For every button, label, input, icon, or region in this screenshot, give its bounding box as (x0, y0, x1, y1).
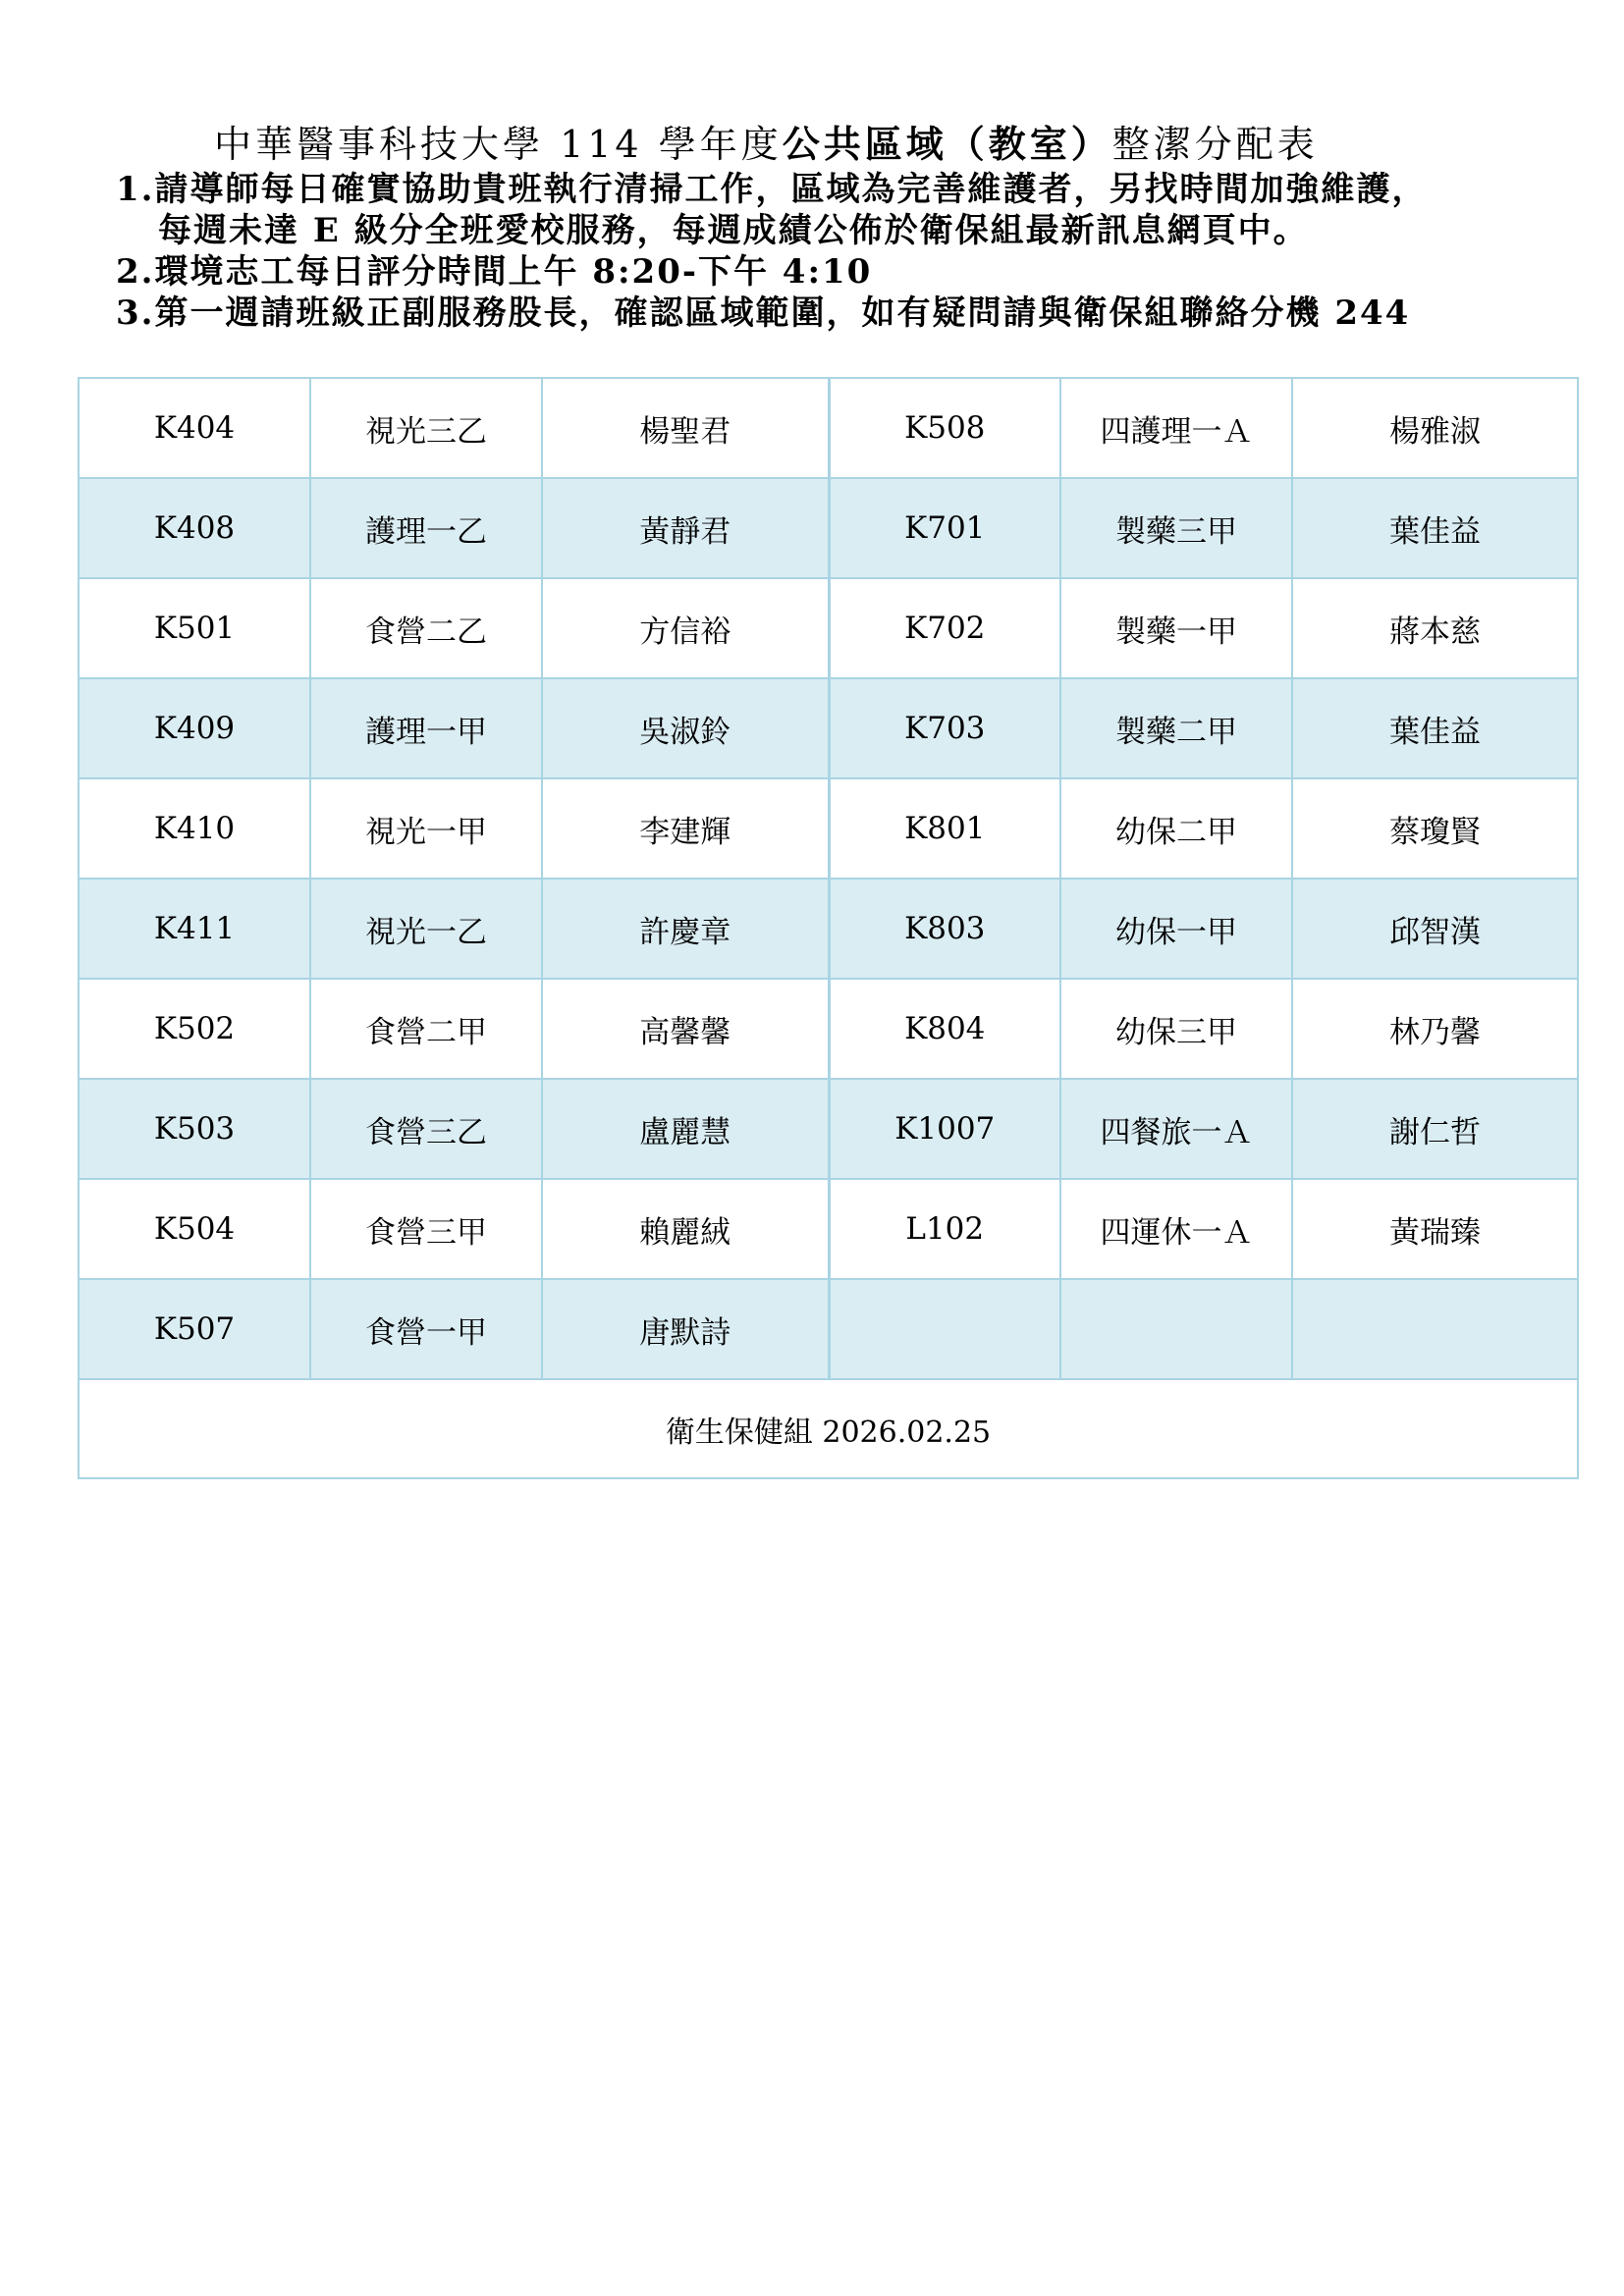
class-cell: 四護理一Ａ (1060, 378, 1292, 478)
table-row (79, 1279, 1578, 1379)
instructions-list (116, 169, 1428, 334)
page-title (214, 120, 1319, 169)
table-row (79, 778, 1578, 879)
table-row (79, 578, 1578, 678)
teacher-cell: 盧麗慧 (542, 1079, 829, 1179)
class-cell: 食營二乙 (310, 578, 542, 678)
class-cell: 製藥一甲 (1060, 578, 1292, 678)
teacher-cell: 李建輝 (542, 778, 829, 879)
class-cell: 四餐旅一Ａ (1060, 1079, 1292, 1179)
teacher-cell: 黃瑞臻 (1292, 1179, 1578, 1279)
teacher-cell: 吳淑鈴 (542, 678, 829, 778)
room-cell: K1007 (829, 1079, 1060, 1179)
room-cell: K503 (79, 1079, 310, 1179)
table-row (79, 678, 1578, 778)
teacher-cell: 賴麗絨 (542, 1179, 829, 1279)
table-row (79, 1179, 1578, 1279)
teacher-cell: 林乃馨 (1292, 979, 1578, 1079)
teacher-cell: 黃靜君 (542, 478, 829, 578)
class-cell: 幼保一甲 (1060, 879, 1292, 979)
class-cell: 護理一乙 (310, 478, 542, 578)
room-cell: K701 (829, 478, 1060, 578)
teacher-cell: 葉佳益 (1292, 678, 1578, 778)
room-cell: K501 (79, 578, 310, 678)
instruction-1: 1.請導師每日確實協助貴班執行清掃工作，區域為完善維護者，另找時間加強維護， (116, 170, 1428, 209)
table-row (79, 879, 1578, 979)
class-cell: 四運休一Ａ (1060, 1179, 1292, 1279)
instruction-3: 3.第一週請班級正副服務股長，確認區域範圍，如有疑問請與衛保組聯絡分機 244 (116, 294, 1411, 333)
table-row (79, 478, 1578, 578)
room-cell: K801 (829, 778, 1060, 879)
table-body (79, 378, 1578, 1478)
room-cell: K702 (829, 578, 1060, 678)
teacher-cell: 葉佳益 (1292, 478, 1578, 578)
room-cell: K507 (79, 1279, 310, 1379)
teacher-cell: 楊聖君 (542, 378, 829, 478)
room-cell: K411 (79, 879, 310, 979)
class-cell: 製藥三甲 (1060, 478, 1292, 578)
class-cell: 幼保二甲 (1060, 778, 1292, 879)
class-cell: 視光一甲 (310, 778, 542, 879)
class-cell: 食營三甲 (310, 1179, 542, 1279)
room-cell: K502 (79, 979, 310, 1079)
table-row (79, 1079, 1578, 1179)
room-cell: K409 (79, 678, 310, 778)
empty-cell (829, 1279, 1060, 1379)
class-cell: 護理一甲 (310, 678, 542, 778)
footer-row (79, 1379, 1578, 1478)
class-cell: 視光三乙 (310, 378, 542, 478)
table-row (79, 979, 1578, 1079)
class-cell: 食營一甲 (310, 1279, 542, 1379)
class-cell: 製藥二甲 (1060, 678, 1292, 778)
room-cell: L102 (829, 1179, 1060, 1279)
room-cell: K504 (79, 1179, 310, 1279)
room-cell: K410 (79, 778, 310, 879)
table-row (79, 378, 1578, 478)
class-cell: 視光一乙 (310, 879, 542, 979)
room-cell: K804 (829, 979, 1060, 1079)
teacher-cell: 方信裕 (542, 578, 829, 678)
title-bold: 公共區域（教室） (782, 122, 1112, 166)
teacher-cell: 蔣本慈 (1292, 578, 1578, 678)
cleaning-assignment-table (78, 377, 1579, 1479)
title-tail: 整潔分配表 (1111, 123, 1319, 166)
teacher-cell: 蔡瓊賢 (1292, 778, 1578, 879)
room-cell: K508 (829, 378, 1060, 478)
empty-cell (1292, 1279, 1578, 1379)
room-cell: K703 (829, 678, 1060, 778)
teacher-cell: 高馨馨 (542, 979, 829, 1079)
room-cell: K803 (829, 879, 1060, 979)
teacher-cell: 楊雅淑 (1292, 378, 1578, 478)
teacher-cell: 謝仁哲 (1292, 1079, 1578, 1179)
instruction-2: 2.環境志工每日評分時間上午 8:20-下午 4:10 (116, 252, 873, 292)
teacher-cell: 唐默詩 (542, 1279, 829, 1379)
room-cell: K404 (79, 378, 310, 478)
empty-cell (1060, 1279, 1292, 1379)
title-plain: 中華醫事科技大學 114 學年度 (214, 123, 783, 166)
teacher-cell: 許慶章 (542, 879, 829, 979)
instruction-1-continued: 每週未達 E 級分全班愛校服務，每週成績公佈於衛保組最新訊息網頁中。 (158, 211, 1309, 250)
room-cell: K408 (79, 478, 310, 578)
class-cell: 食營二甲 (310, 979, 542, 1079)
class-cell: 幼保三甲 (1060, 979, 1292, 1079)
footer-signature: 衛生保健組 2026.02.25 (79, 1379, 1578, 1478)
class-cell: 食營三乙 (310, 1079, 542, 1179)
teacher-cell: 邱智漢 (1292, 879, 1578, 979)
